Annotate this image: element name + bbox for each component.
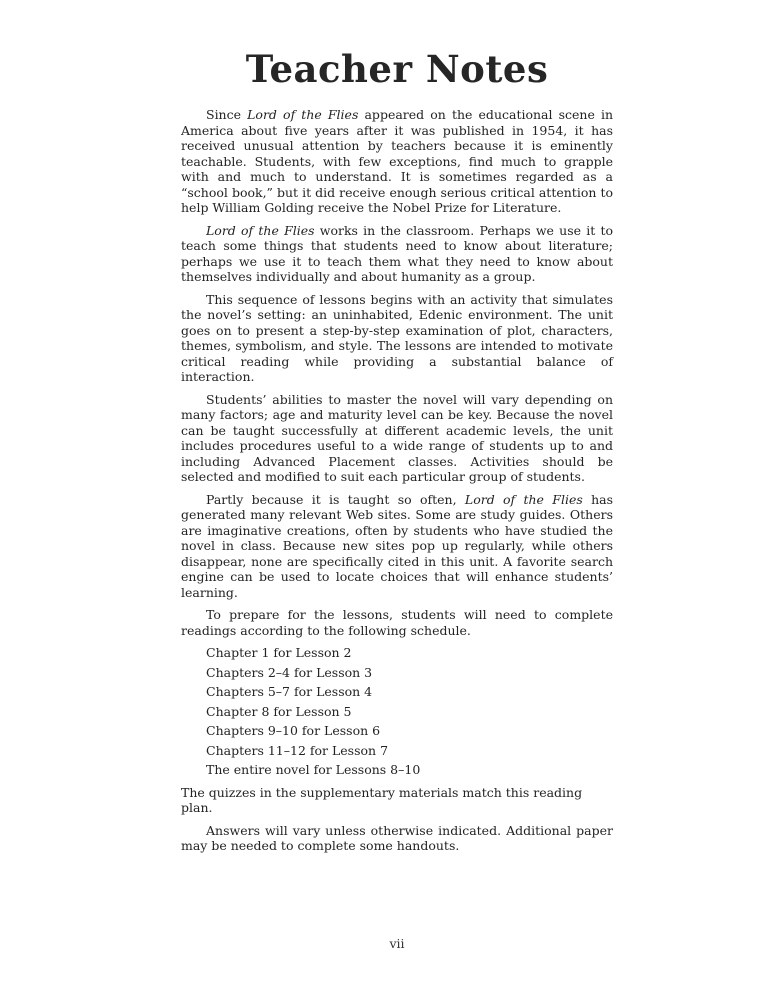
body-paragraph: [181, 292, 613, 385]
text-run: Answers will vary unless otherwise indicated. Additional paper may be needed to complete some handouts.: [181, 822, 613, 853]
body-paragraph: [181, 392, 613, 485]
text-run: works in the classroom. Perhaps we use it to teach some things that students need to know about literature; perhaps we use it to teach them what they need to know about themselves individually and about humanity as a group.: [181, 222, 614, 284]
text-run: Partly because it is taught so often,: [206, 491, 465, 507]
reading-schedule-item: The entire novel for Lessons 8–10: [206, 762, 421, 777]
book-title-italic: Lord of the Flies: [464, 491, 583, 507]
text-run: appeared on the educational scene in America about five years after it was published in 1954, it has received unusual attention by teachers because it is eminently teachable. Students, with few exceptions, find much to grapple with and much to understand. It is sometimes regarded as a “school book,” but it did receive enough serious critical attention to help William Golding receive the Nobel Prize for Literature.: [181, 107, 614, 215]
reading-schedule-item: Chapters 2–4 for Lesson 3: [206, 664, 373, 680]
reading-schedule-item: Chapter 1 for Lesson 2: [206, 645, 352, 660]
text-run: This sequence of lessons begins with an activity that simulates the novel’s setting: an uninhabited, Edenic environment. The unit goes on to present a step-by-step examination of plot, characters, themes, symbolism, and style. The lessons are intended to motivate critical reading while providing a substantial balance of interaction.: [181, 291, 613, 384]
reading-schedule-item: Chapters 9–10 for Lesson 6: [206, 723, 381, 738]
page-number: vii: [389, 936, 405, 951]
reading-schedule-item: Chapters 11–12 for Lesson 7: [206, 742, 389, 758]
body-paragraph: [181, 223, 613, 285]
body-paragraph: [181, 492, 613, 601]
reading-schedule-item: Chapter 8 for Lesson 5: [206, 703, 352, 719]
reading-schedule-item: Chapters 5–7 for Lesson 4: [206, 684, 373, 699]
text-run: Since: [206, 107, 248, 122]
text-run: To prepare for the lessons, students will need to complete readings according to the following schedule.: [181, 607, 613, 638]
page-title: Teacher Notes: [245, 47, 549, 91]
body-paragraph: [181, 607, 613, 638]
body-paragraph: [181, 823, 613, 854]
teacher-notes-content: [181, 46, 613, 861]
reading-schedule-list: [181, 645, 613, 778]
book-title-italic: Lord of the Flies: [206, 222, 315, 238]
text-run: Students’ abilities to master the novel will vary depending on many factors; age and maturity level can be key. Because the novel can be taught successfully at different academic levels, the unit includes procedures useful to a wide range of students up to and including Advanced Placement classes. Activities should be selected and modified to suit each particular group of students.: [181, 391, 613, 484]
quizzes-note: The quizzes in the supplementary materials match this reading plan.: [181, 784, 583, 815]
body-paragraph: [181, 107, 613, 216]
closing-paragraphs: [181, 823, 613, 854]
book-title-italic: Lord of the Flies: [247, 107, 359, 122]
intro-paragraphs: [181, 107, 613, 638]
text-run: has generated many relevant Web sites. Some are study guides. Others are imaginative creations, often by students who have studied the novel in class. Because new sites pop up regularly, while others disappear, none are specifically cited in this unit. A favorite search engine can be used to locate choices that will enhance students’ learning.: [181, 491, 614, 600]
